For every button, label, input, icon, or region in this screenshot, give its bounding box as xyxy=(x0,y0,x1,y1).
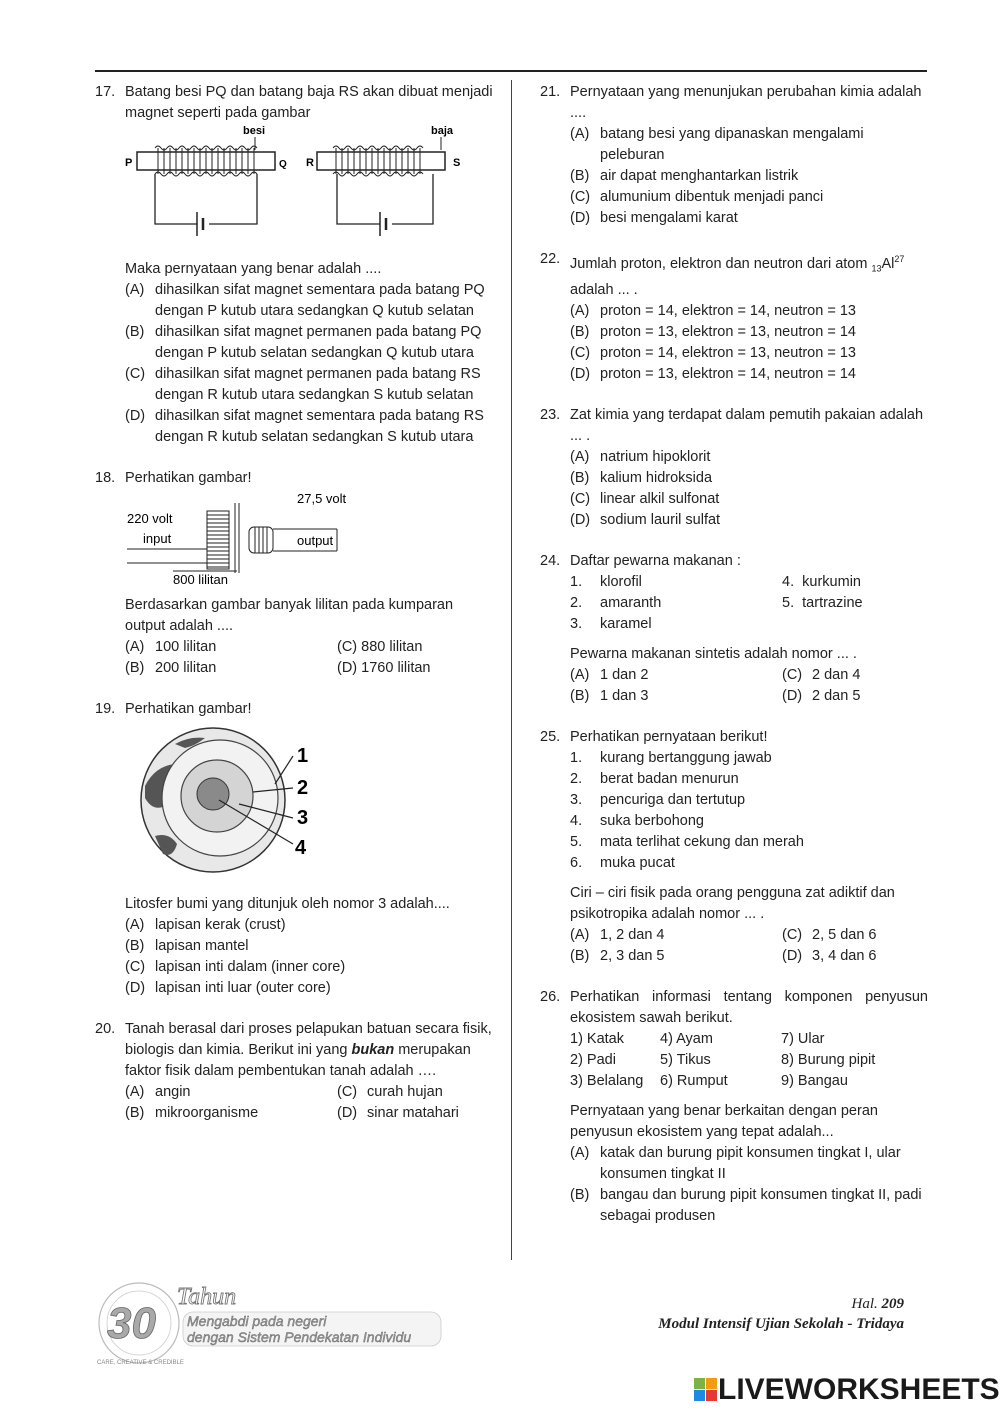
column-divider xyxy=(511,80,512,1260)
label-baja: baja xyxy=(431,125,454,137)
label-q: Q xyxy=(279,159,287,170)
list-item: 4. suka berbohong xyxy=(570,812,704,829)
label-input: input xyxy=(143,531,172,546)
left-column xyxy=(95,82,495,1124)
question-25 xyxy=(540,727,928,748)
question-number: 23. xyxy=(540,406,561,423)
question-23 xyxy=(540,405,928,447)
question-text: Daftar pewarna makanan : xyxy=(570,552,741,569)
primary-coil xyxy=(207,511,229,569)
option-d[interactable]: (D) sodium lauril sulfat xyxy=(570,511,721,528)
option-a[interactable]: (A) batang besi yang dipanaskan mengalami peleburan xyxy=(570,126,864,163)
option-b[interactable]: (B) kalium hidroksida xyxy=(570,469,713,486)
question-prompt: Maka pernyataan yang benar adalah .... xyxy=(125,261,382,277)
question-26 xyxy=(540,987,928,1029)
question-number: 22. xyxy=(540,251,561,267)
label-4: 4 xyxy=(295,837,307,859)
question-21 xyxy=(540,82,928,124)
label-besi: besi xyxy=(243,125,266,137)
magnet-figure-wrap xyxy=(95,124,495,253)
right-column xyxy=(540,82,928,1227)
option-d[interactable]: (D) sinar matahari xyxy=(337,1105,459,1121)
question-number: 21. xyxy=(540,84,561,100)
option-d[interactable]: (D) 1760 lilitan xyxy=(337,660,431,676)
list-item: 1. klorofil xyxy=(570,573,642,590)
question-prompt: Ciri – ciri fisik pada orang pengguna zat adiktif dan psikotropika adalah nomor ... . xyxy=(570,884,895,922)
question-prompt: Pernyataan yang benar berkaitan dengan peran penyusun ekosistem yang tepat adalah... xyxy=(570,1102,878,1140)
transformer-figure xyxy=(125,489,365,587)
question-prompt: Pewarna makanan sintetis adalah nomor ... . xyxy=(570,645,857,662)
option-b[interactable]: (B) 200 lilitan xyxy=(125,660,217,676)
logo-number: 30 xyxy=(107,1299,156,1348)
list-item: 3) Belalang xyxy=(570,1072,644,1089)
brand-text: LIVEWORKSHEETS xyxy=(718,1373,1000,1406)
question-text: Perhatikan pernyataan berikut! xyxy=(570,728,768,745)
question-text: Zat kimia yang terdapat dalam pemutih pakaian adalah ... . xyxy=(570,406,924,444)
magnet-figure xyxy=(125,124,470,249)
question-text: Pernyataan yang menunjukan perubahan kimia adalah .... xyxy=(570,84,922,121)
list-item: 5. tartrazine xyxy=(782,594,863,611)
option-a[interactable]: (A) katak dan burung pipit konsumen tingkat I, ular konsumen tingkat II xyxy=(570,1144,901,1182)
option-a[interactable]: (A) 100 lilitan xyxy=(125,639,217,655)
list-item-empty xyxy=(782,614,928,635)
question-22 xyxy=(540,249,928,301)
coil-pq xyxy=(155,146,257,176)
question-number: 26. xyxy=(540,988,561,1005)
option-b[interactable]: (B) air dapat menghantarkan listrik xyxy=(570,168,799,184)
option-b[interactable]: (B) proton = 13, elektron = 13, neutron = 14 xyxy=(570,323,856,340)
question-24 xyxy=(540,551,928,572)
question-text: Perhatikan informasi tentang komponen penyusun ekosistem sawah berikut. xyxy=(570,988,928,1026)
question-number: 18. xyxy=(95,470,116,486)
option-b[interactable]: (B) mikroorganisme xyxy=(125,1105,259,1121)
question-18 xyxy=(95,468,495,489)
label-lilitan: 800 lilitan xyxy=(173,572,228,587)
option-a[interactable]: (A) dihasilkan sifat magnet sementara pada batang PQ dengan P kutub utara sedangkan Q kutub selatan xyxy=(125,282,485,319)
list-item: 5) Tikus xyxy=(660,1051,711,1068)
option-b[interactable]: (B) dihasilkan sifat magnet permanen pada batang PQ dengan P kutub selatan sedangkan Q kutub utara xyxy=(125,324,482,361)
list-item: 9) Bangau xyxy=(781,1072,848,1089)
label-vout: 27,5 volt xyxy=(297,491,347,506)
logo-ring-text: CARE, CREATIVE & CREDIBLE xyxy=(97,1360,184,1366)
label-p: P xyxy=(125,157,133,169)
page-number: Hal. 209 xyxy=(851,1296,904,1312)
logo-tahun: Tahun xyxy=(177,1284,237,1310)
option-c[interactable]: (C) 2, 5 dan 6 xyxy=(782,926,877,943)
anniversary-logo xyxy=(95,1278,445,1368)
question-text: Perhatikan gambar! xyxy=(125,701,252,717)
question-text: Jumlah proton, elektron dan neutron dari atom $_{13}Al^{27}$ adalah ... . xyxy=(570,254,905,298)
question-number: 20. xyxy=(95,1021,116,1037)
label-1: 1 xyxy=(297,745,309,767)
question-17 xyxy=(95,82,495,124)
option-d[interactable]: (D) dihasilkan sifat magnet sementara pada batang RS dengan R kutub selatan sedangkan S kutub utara xyxy=(125,408,484,445)
earth-figure-wrap xyxy=(95,726,495,880)
option-b[interactable]: (B) 1 dan 3 xyxy=(570,687,649,704)
logo-line2: dengan Sistem Pendekatan Individu xyxy=(187,1329,412,1345)
list-item: 4) Ayam xyxy=(660,1030,713,1047)
list-item: 1. kurang bertanggung jawab xyxy=(570,749,772,766)
logo-graphic xyxy=(95,1278,445,1368)
option-c[interactable]: (C) proton = 14, elektron = 13, neutron = 13 xyxy=(570,344,856,361)
list-item: 4. kurkumin xyxy=(782,573,861,590)
option-c[interactable]: (C) curah hujan xyxy=(337,1084,443,1100)
option-a[interactable]: (A) 1 dan 2 xyxy=(570,666,649,683)
question-prompt: Berdasarkan gambar banyak lilitan pada kumparan output adalah .... xyxy=(125,597,454,634)
question-number: 25. xyxy=(540,728,561,745)
option-c[interactable]: (C) 880 lilitan xyxy=(337,639,423,655)
option-d[interactable]: (D) besi mengalami karat xyxy=(570,210,738,226)
transformer-figure-wrap xyxy=(95,489,495,591)
question-text: Perhatikan gambar! xyxy=(125,470,252,486)
option-c[interactable]: (C) dihasilkan sifat magnet permanen pada batang RS dengan R kutub utara sedangkan S kutub selatan xyxy=(125,366,481,403)
list-item: 1) Katak xyxy=(570,1030,624,1047)
list-item: 2. berat badan menurun xyxy=(570,770,739,787)
option-a[interactable]: (A) proton = 14, elektron = 14, neutron = 13 xyxy=(570,302,856,319)
list-item: 8) Burung pipit xyxy=(781,1051,876,1068)
option-a[interactable]: (A) 1, 2 dan 4 xyxy=(570,926,665,943)
list-item: 3. pencuriga dan tertutup xyxy=(570,791,746,808)
earth-inner-core xyxy=(197,778,229,810)
ecosystem-list xyxy=(570,1029,928,1092)
option-c[interactable]: (C) alumunium dibentuk menjadi panci xyxy=(570,189,824,205)
earth-layers-figure xyxy=(135,726,335,876)
list-item: 3. karamel xyxy=(570,615,652,632)
list-item: 6. muka pucat xyxy=(570,854,675,871)
module-title: Modul Intensif Ujian Sekolah - Tridaya xyxy=(658,1316,904,1332)
list-item: 2) Padi xyxy=(570,1051,616,1068)
option-b[interactable]: (B) 2, 3 dan 5 xyxy=(570,947,665,964)
option-d[interactable]: (D) lapisan inti luar (outer core) xyxy=(125,980,331,996)
label-s: S xyxy=(453,157,461,169)
option-c[interactable]: (C) lapisan inti dalam (inner core) xyxy=(125,959,346,975)
list-item: 2. amaranth xyxy=(570,594,662,611)
list-item: 7) Ular xyxy=(781,1030,825,1047)
option-c[interactable]: (C) linear alkil sulfonat xyxy=(570,490,720,507)
secondary-coil xyxy=(249,527,273,553)
question-number: 17. xyxy=(95,84,116,100)
question-text: Batang besi PQ dan batang baja RS akan dibuat menjadi magnet seperti pada gambar xyxy=(125,84,493,121)
question-text: Tanah berasal dari proses pelapukan batuan secara fisik, biologis dan kimia. Berikut ini yang bukan merupakan faktor fisik dalam pembentukan tanah adalah …. xyxy=(125,1021,492,1079)
option-a[interactable]: (A) angin xyxy=(125,1084,191,1100)
top-rule xyxy=(95,70,927,72)
option-c[interactable]: (C) 2 dan 4 xyxy=(782,666,861,683)
question-prompt: Litosfer bumi yang ditunjuk oleh nomor 3 adalah.... xyxy=(125,896,450,912)
liveworksheets-logo-icon xyxy=(694,1378,718,1402)
label-2: 2 xyxy=(297,777,309,799)
list-item: 5. mata terlihat cekung dan merah xyxy=(570,833,804,850)
logo-line1: Mengabdi pada negeri xyxy=(187,1313,327,1329)
option-b[interactable]: (B) bangau dan burung pipit konsumen tingkat II, padi sebagai produsen xyxy=(570,1186,922,1224)
option-a[interactable]: (A) lapisan kerak (crust) xyxy=(125,917,286,933)
option-a[interactable]: (A) natrium hipoklorit xyxy=(570,448,711,465)
question-19 xyxy=(95,699,495,720)
list-item: 6) Rumput xyxy=(660,1072,728,1089)
label-output: output xyxy=(297,533,334,548)
option-b[interactable]: (B) lapisan mantel xyxy=(125,938,249,954)
label-3: 3 xyxy=(297,807,309,829)
liveworksheets-brand[interactable] xyxy=(694,1375,1000,1405)
question-number: 19. xyxy=(95,701,116,717)
label-vin: 220 volt xyxy=(127,511,173,526)
question-number: 24. xyxy=(540,552,561,569)
option-d[interactable]: (D) 2 dan 5 xyxy=(782,687,861,704)
label-r: R xyxy=(306,157,314,169)
option-d[interactable]: (D) 3, 4 dan 6 xyxy=(782,947,877,964)
question-20 xyxy=(95,1019,495,1082)
option-d[interactable]: (D) proton = 13, elektron = 14, neutron = 14 xyxy=(570,365,856,382)
